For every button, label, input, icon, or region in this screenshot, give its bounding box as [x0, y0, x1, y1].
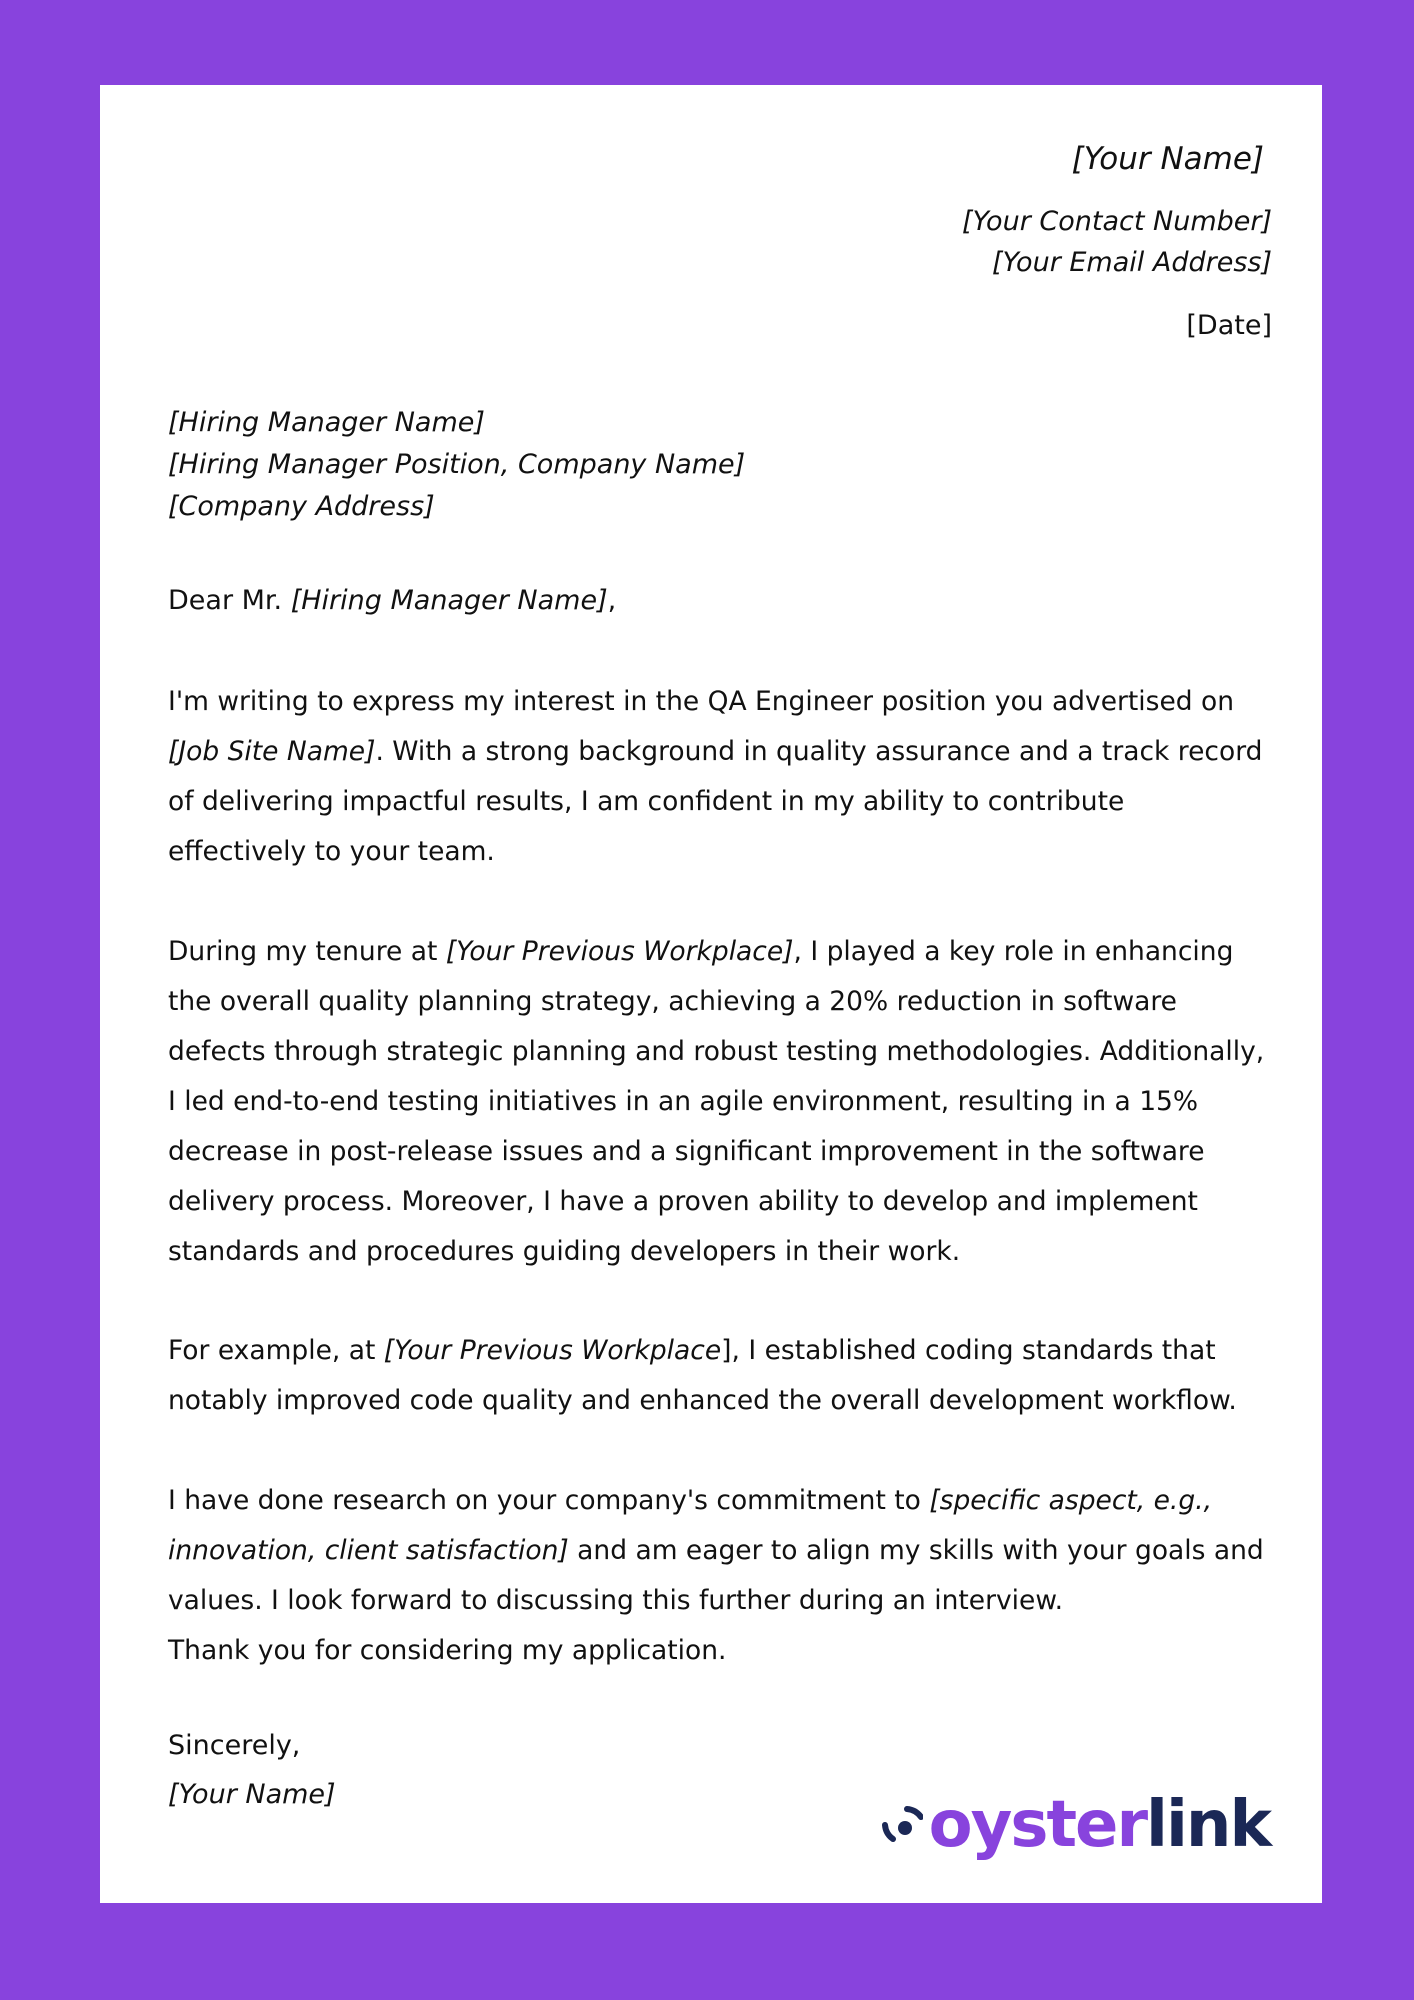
- paragraph-experience: [168, 927, 1268, 1277]
- recipient-position: [Hiring Manager Position, Company Name]: [168, 449, 746, 480]
- recipient-name: [Hiring Manager Name]: [168, 407, 485, 438]
- logo-word-oyster: oyster: [928, 1788, 1146, 1862]
- paragraph-example-text-2: ], I established coding standards that notably improved code quality and enhanced the overall development workflow.: [168, 1335, 1237, 1416]
- paragraph-example: [168, 1326, 1268, 1426]
- sender-name: [Your Name]: [1071, 141, 1264, 177]
- recipient-address: [Company Address]: [168, 491, 435, 522]
- workplace-placeholder: [Your Previous Workplace]: [445, 936, 794, 967]
- paragraph-intro: [168, 677, 1268, 877]
- thank-you-line: Thank you for considering my application.: [168, 1635, 727, 1666]
- paragraph-intro-text-2: . With a strong background in quality assurance and a track record of delivering impactful results, I am confident in my ability to contribute effectively to your team.: [168, 736, 1263, 867]
- paragraph-closing: [168, 1476, 1268, 1676]
- aspect-placeholder: [specific aspect, e.g., innovation, client satisfaction]: [168, 1485, 1213, 1566]
- salutation-name: [Hiring Manager Name]: [290, 585, 608, 616]
- signature-closing: Sincerely,: [168, 1730, 301, 1761]
- letter-page: [100, 85, 1322, 1903]
- oysterlink-wordmark: [928, 1788, 1270, 1862]
- workplace-placeholder-2: [Your Previous Workplace: [383, 1335, 722, 1366]
- paragraph-closing-text-2: and am eager to align my skills with your goals and values. I look forward to discussing this further during an interview.: [168, 1535, 1264, 1616]
- paragraph-experience-text-2: , I played a key role in enhancing the overall quality planning strategy, achieving a 20% reduction in software defects through strategic planning and robust testing methodologies. Additionally, I led end-to-end testing initiatives in an agile environment, resulting in a 15% decrease in post-release issues and a significant improvement in the software delivery process. Moreover, I have a proven ability to develop and implement standards and procedures guiding developers in their work.: [168, 936, 1265, 1267]
- oysterlink-logo-icon: [881, 1803, 923, 1847]
- paragraph-example-text-1: For example, at: [168, 1335, 384, 1366]
- paragraph-intro-text-1: I'm writing to express my interest in the QA Engineer position you advertised on: [168, 686, 1235, 717]
- logo-word-link: link: [1146, 1788, 1270, 1862]
- paragraph-closing-text-1: I have done research on your company's commitment to: [168, 1485, 930, 1516]
- salutation: [168, 585, 616, 616]
- job-site-placeholder: [Job Site Name]: [168, 736, 376, 767]
- letter-date: [Date]: [1186, 310, 1272, 341]
- sender-contact-number: [Your Contact Number]: [962, 206, 1272, 237]
- signature-name: [Your Name]: [168, 1779, 336, 1810]
- salutation-suffix: ,: [607, 585, 617, 616]
- salutation-prefix: Dear Mr.: [168, 585, 291, 616]
- paragraph-experience-text-1: During my tenure at: [168, 936, 446, 967]
- sender-email-address: [Your Email Address]: [992, 247, 1272, 278]
- oysterlink-logo: [881, 1785, 1270, 1865]
